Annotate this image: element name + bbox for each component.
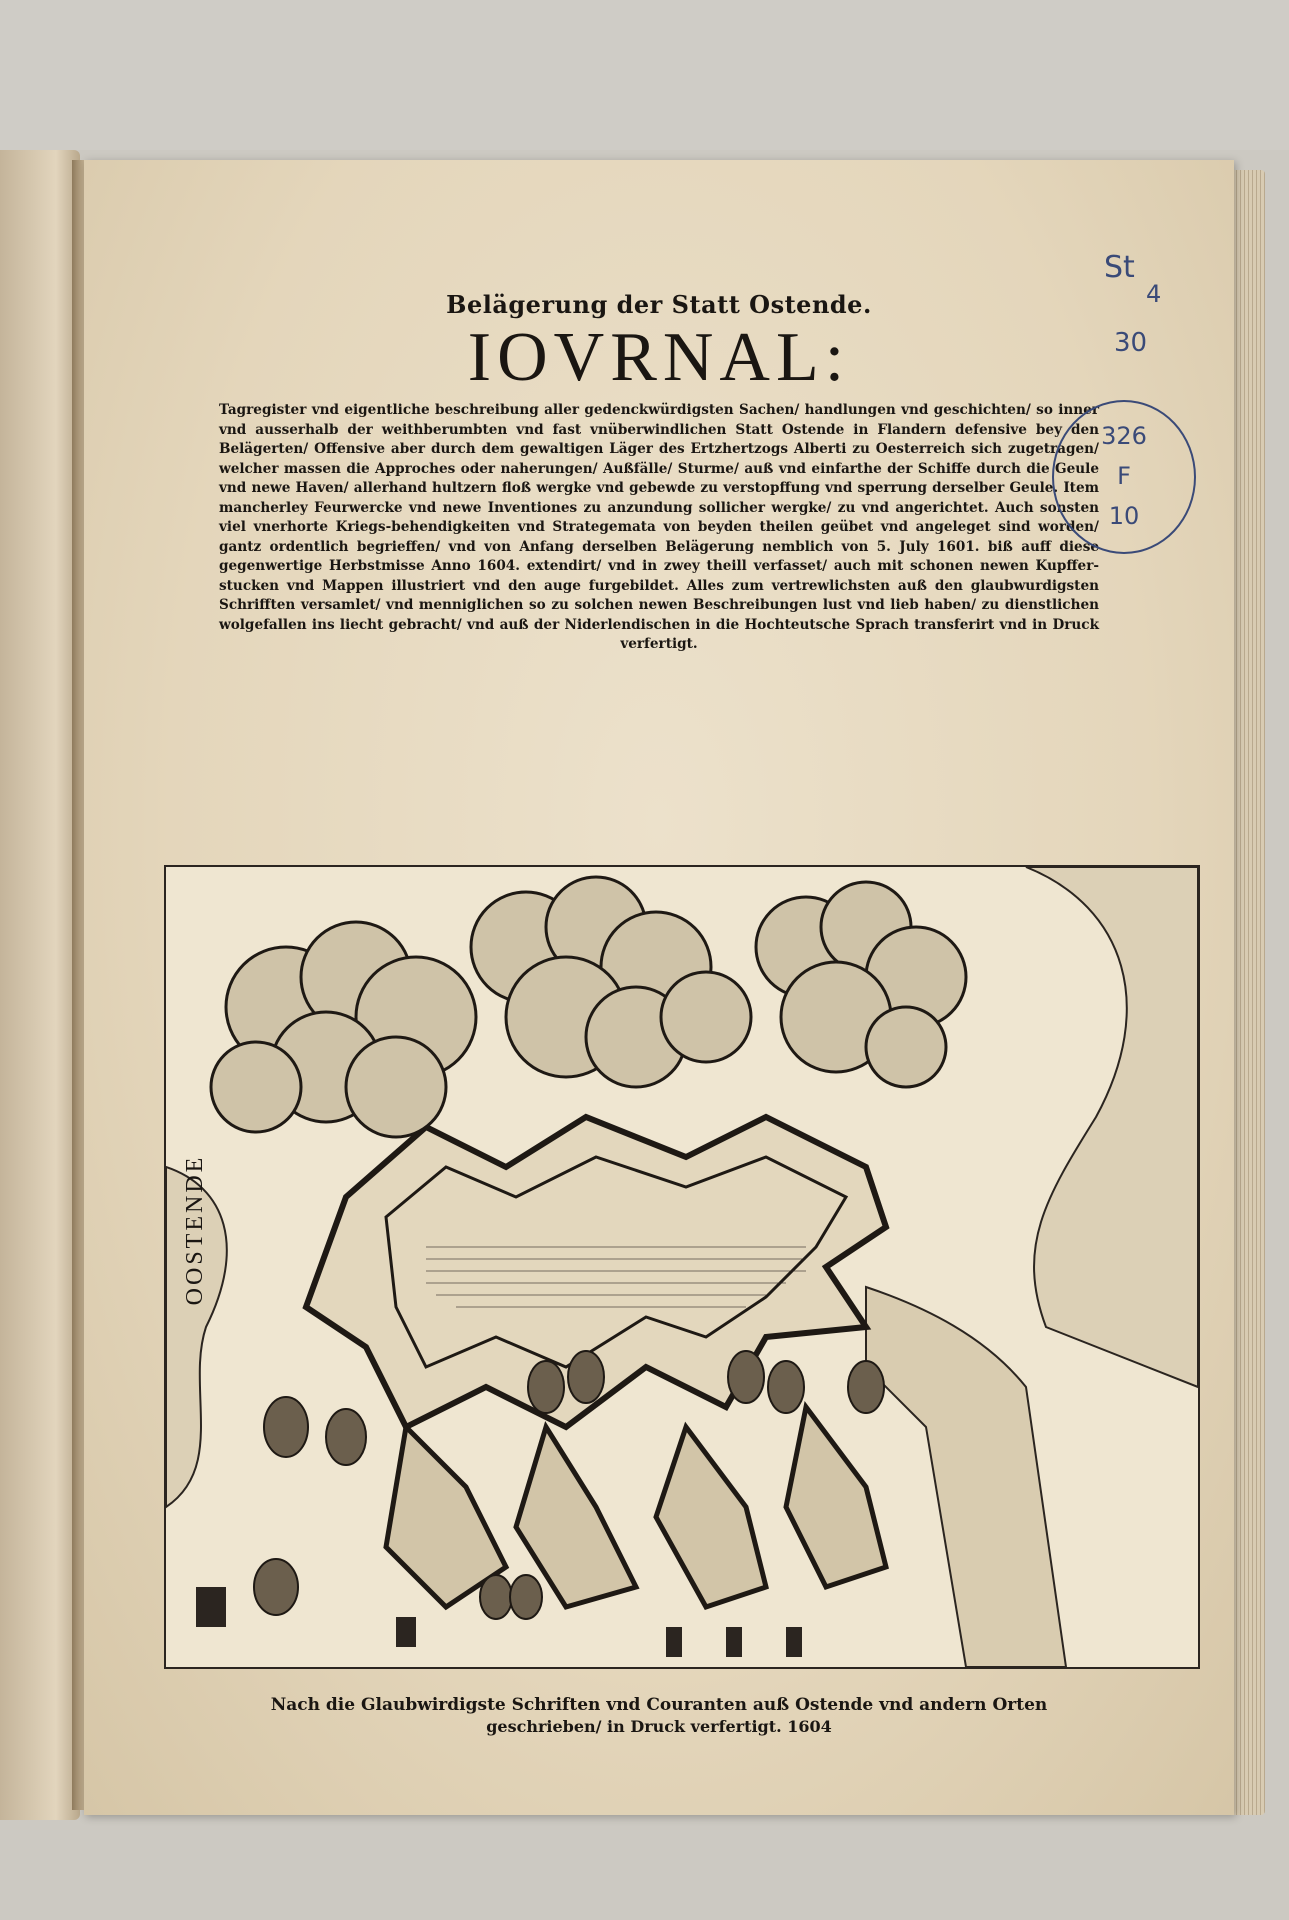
title-page: [84, 160, 1234, 1815]
background-surface: [0, 0, 1289, 150]
siege-engraving: [164, 865, 1200, 1669]
subtitle-paragraph: Tagregister vnd eigentliche beschreibung aller gedenckwürdigsten Sachen/ handlungen vnd geschichten/ so inner vnd ausserhalb der weithberumbten vnd fast vnüberwindlichen Statt Ostende in Flandern defensive bey den Belägerten/ Offensive aber durch dem gewaltigen Läger des Ertzhertzogs Alberti zu Oesterreich sich zugetragen/ welcher massen die Approches oder naherungen/ Außfälle/ Sturme/ auß vnd einfarthe der Schiffe durch die Geule vnd newe Haven/ allerhand hultzern floß wergke vnd gebewde zu verstopffung vnd sperrung derselber Geule. Item mancherley Feurwercke vnd newe Inventiones zu anzundung sollicher wergke/ zu vnd angerichtet. Auch sonsten viel vnerhorte Kriegs-behendigkeiten vnd Strategemata von beyden theilen geübet vnd angeleget sind worden/ gantz ordentlich begrieffen/ vnd von Anfang derselben Belägerung nemblich von 5. July 1601. biß auff diese gegenwertige Herbstmisse Anno 1604. extendirt/ vnd in zwey theill verfasset/ auch mit schonen newen Kupffer-stucken vnd Mappen illustriert vnd den auge furgebildet. Alles zum vertrewlichsten auß den glaubwurdigsten Schrifften versamlet/ vnd menniglichen so zu solchen newen Beschreibungen lust vnd lieb haben/ zu dienstlichen wolgefallen ins liecht gebracht/ vnd auß der Niderlendischen in die Hochteutsche Sprach transferirt vnd in Druck verfertigt.: [219, 402, 1099, 652]
engraving-illustration: [166, 867, 1198, 1667]
shelfmark-annotation: St: [1104, 250, 1135, 285]
imprint-footer: [84, 1695, 1234, 1736]
map-label-oostende: OOSTENDE: [182, 1154, 208, 1306]
left-facing-page: [0, 150, 80, 1820]
header-line: Belägerung der Statt Ostende.: [446, 290, 872, 319]
shelfmark-annotation: 4: [1146, 280, 1162, 308]
shelfmark-annotation: 30: [1114, 328, 1148, 358]
imprint-line-2: geschrieben/ in Druck verfertigt. 1604: [486, 1717, 832, 1736]
main-title: IOVRNAL:: [467, 319, 851, 396]
library-stamp-text: 326 F 10: [1101, 422, 1147, 530]
imprint-line-1: Nach die Glaubwirdigste Schriften vnd Couranten auß Ostende vnd andern Orten: [270, 1695, 1048, 1715]
